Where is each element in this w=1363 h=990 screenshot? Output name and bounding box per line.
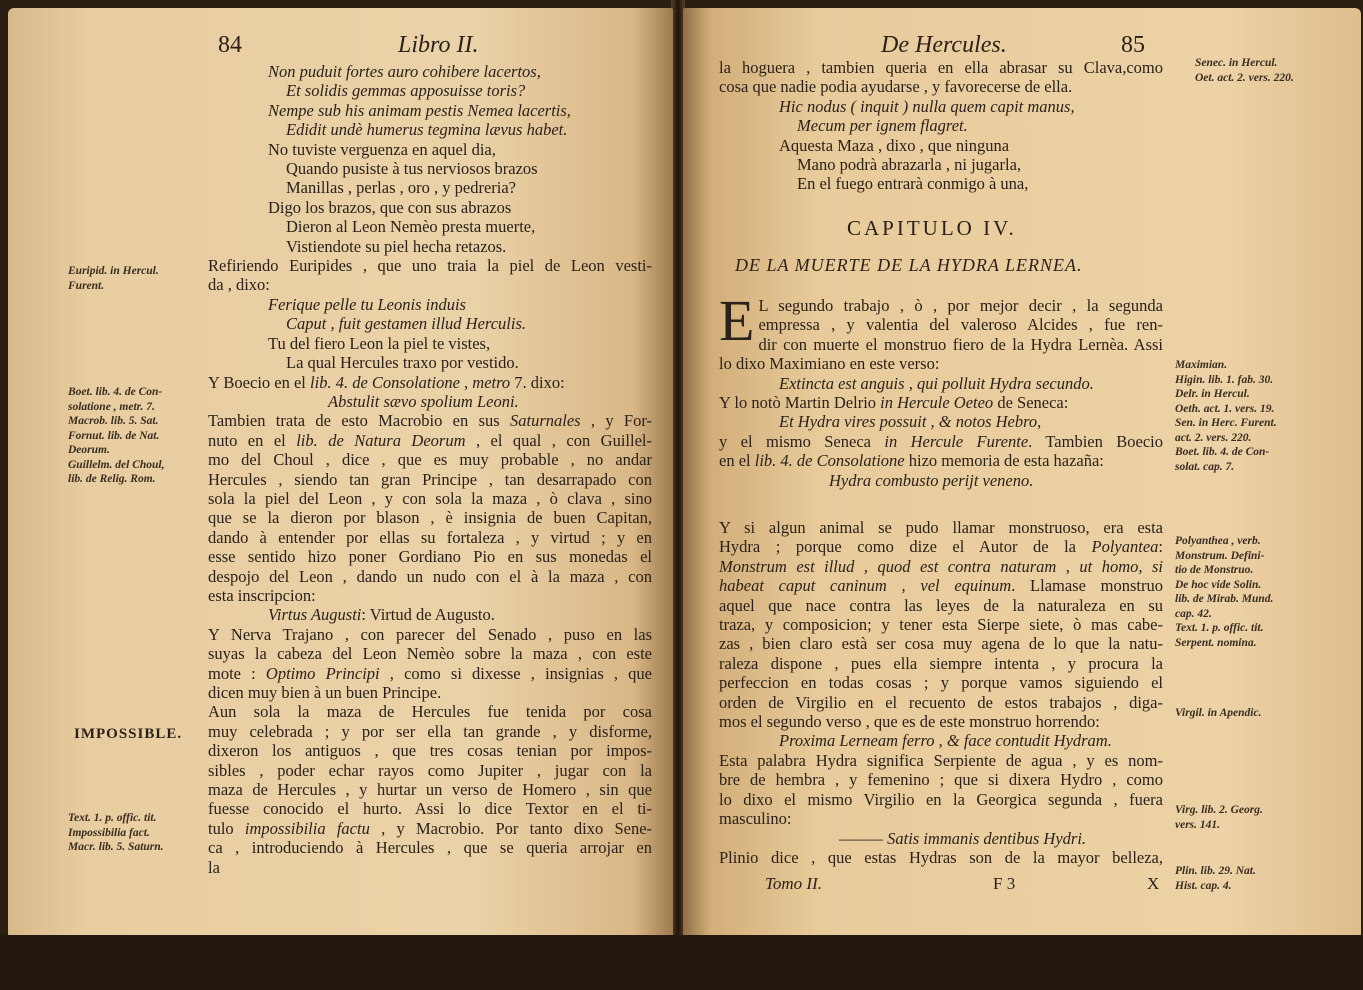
text-line: Y Nerva Trajano , con parecer del Senado , puso en las — [208, 624, 652, 644]
text-line: aquel que nace contra las leyes de la naturaleza en su — [719, 595, 1163, 615]
text-line: tulo impossibilia factu , y Macrobio. Por tanto dixo Sene- — [208, 818, 653, 838]
note-line: cap. 42. — [1175, 607, 1212, 620]
text-line: Aquesta Maza , dixo , que ninguna — [779, 135, 1010, 155]
note-line: Virg. lib. 2. Georg. — [1175, 804, 1263, 816]
signature-mark: F 3 — [993, 874, 1016, 893]
right-body-text — [719, 58, 1163, 194]
margin-note — [68, 811, 204, 855]
text-line: la hoguera , tambien queria en ella abrasar su Clava,como — [719, 58, 1163, 77]
margin-note — [1175, 706, 1345, 721]
note-line: Senec. in Hercul. — [1195, 57, 1278, 69]
text-line: Digo los brazos, que con sus abrazos — [268, 197, 512, 217]
margin-keyword: IMPOSSIBLE. — [74, 726, 183, 742]
text-line: Hic nodus ( inquit ) nulla quem capit manus, — [779, 96, 1075, 116]
margin-note — [68, 264, 204, 293]
note-line: Macrob. lib. 5. Sat. — [68, 415, 159, 427]
note-line: Boet. lib. 4. de Con- — [68, 386, 163, 398]
text-line: No tuviste verguenza en aquel dia, — [268, 139, 496, 159]
text-line: Quando pusiste à tus nerviosos brazos — [286, 159, 538, 179]
text-line: da , dixo: — [208, 275, 270, 295]
text-line: Plinio dice , que estas Hydras son de la mayor belleza, — [719, 847, 1163, 867]
note-line: lib. de Relig. Rom. — [68, 473, 156, 485]
text-line: despojo del Leon , dando un nudo con el à la maza , con — [208, 566, 652, 586]
text-line: Hydra ; porque como dize el Autor de la Polyantea: — [719, 537, 1163, 557]
text-line: Vistiendote su piel hecha retazos. — [286, 236, 507, 256]
note-line: tio de Monstruo. — [1175, 564, 1254, 576]
text-line: bre de hembra , y femenino ; que si dixera Hydro , como — [719, 770, 1163, 790]
text-line: esse sentido hizo poner Gordiano Pio en sus monedas el — [208, 547, 652, 567]
text-line: dicen muy bien à un buen Principe. — [208, 683, 442, 702]
note-line: Euripid. in Hercul. — [68, 265, 159, 277]
note-line: Macr. lib. 5. Saturn. — [68, 841, 164, 853]
margin-note — [1175, 358, 1345, 474]
left-page — [8, 8, 673, 943]
text-line: cosa que nadie podia ayudarse , y favorecerse de ella. — [719, 77, 1073, 97]
text-line: Proxima Lerneam ferro , & face contudit Hydram. — [779, 731, 1112, 751]
note-line: Guillelm. del Choul, — [68, 458, 165, 471]
margin-note — [1195, 56, 1345, 85]
text-line: Y Boecio en el lib. 4. de Consolatione , metro 7. dixo: — [208, 372, 565, 392]
right-page — [683, 8, 1361, 943]
text-line: Nempe sub his animam pestis Nemea lacertis, — [268, 100, 571, 120]
text-line: nuto en el lib. de Natura Deorum , el qual , con Guillel- — [208, 430, 652, 450]
text-line: sibles , poder echar rayos como Jupiter , jugar con la — [208, 760, 652, 780]
text-line: dixeron los antiguos , que tres cosas tenian por impos- — [208, 741, 652, 761]
text-line: lo dixo el mismo Virgilio en la Georgica segunda , fuera — [719, 789, 1163, 809]
note-line: Plin. lib. 29. Nat. — [1175, 865, 1256, 877]
note-line: Maximian. — [1175, 359, 1228, 371]
note-line: Monstrum. Defini- — [1175, 549, 1265, 562]
chapter-paragraph-2 — [719, 518, 1163, 867]
text-line: mos el segundo verso , que es de este monstruo horrendo: — [719, 712, 1100, 732]
text-line: Mecum per ignem flagret. — [797, 116, 968, 136]
note-line: act. 2. vers. 220. — [1175, 431, 1252, 444]
note-line: lib. de Mirab. Mund. — [1175, 593, 1274, 605]
running-head: De Hercules. — [881, 32, 1007, 58]
note-line: Fornut. lib. de Nat. — [68, 429, 160, 442]
text-line: Tu del fiero Leon la piel te vistes, — [268, 333, 491, 353]
note-line: Oeth. act. 1. vers. 19. — [1175, 402, 1275, 415]
left-body-text — [208, 62, 652, 877]
text-line: Manillas , perlas , oro , y pedreria? — [286, 178, 517, 198]
chapter-subtitle: DE LA MUERTE DE LA HYDRA LERNEA. — [735, 255, 1083, 275]
text-line: traza, y composicion; y tener esta Sierpe siete, ò mas cabe- — [719, 615, 1163, 635]
note-line: solat. cap. 7. — [1175, 460, 1235, 473]
text-line: dando à entender por ellas su fortaleza , y virtud ; y en — [208, 527, 652, 547]
text-line: Ferique pelle tu Leonis induis — [268, 294, 466, 314]
text-line: empressa , y valentia del valeroso Alcides , fue ren- — [758, 315, 1163, 335]
text-line: Hydra combusto perijt veneno. — [829, 470, 1034, 490]
chapter-title: CAPITULO IV. — [847, 216, 1017, 240]
note-line: Virgil. in Apendic. — [1175, 707, 1262, 719]
text-line: Aun sola la maza de Hercules fue tenida por cosa — [208, 702, 652, 722]
margin-note — [1175, 864, 1345, 893]
text-line: Et Hydra vires possuit , & notos Hebro, — [779, 412, 1042, 432]
note-line: Hist. cap. 4. — [1175, 879, 1232, 892]
text-line: zas , bien claro està ser cosa muy agena de lo que la natu- — [719, 634, 1163, 654]
text-line: mo del Choul , dice , que es muy probable , no andar — [208, 450, 652, 470]
text-line: orden de Virgilio en el recuento de estos trabajos , diga- — [719, 692, 1163, 712]
text-line: Non puduit fortes auro cohibere lacertos, — [268, 62, 541, 81]
note-line: Delr. in Hercul. — [1175, 388, 1250, 400]
margin-note — [1175, 803, 1345, 832]
text-line: la — [208, 857, 220, 877]
text-line: dir con muerte el monstruo fiero de la Hydra Lernèa. Assi — [758, 334, 1163, 354]
text-line: Dieron al Leon Nemèo presta muerte, — [286, 217, 536, 237]
text-line: Y lo notò Martin Delrio in Hercule Oeteo de Seneca: — [719, 393, 1069, 413]
text-line: sola la piel del Leon , y con sola la maza , ò clava , sino — [208, 488, 652, 508]
note-line: Furent. — [68, 279, 105, 292]
text-line: habeat caput caninum , vel equinum. Llamase monstruo — [719, 576, 1163, 596]
text-line: ——— Satis immanis dentibus Hydri. — [839, 828, 1087, 848]
text-line: Monstrum est illud , quod est contra naturam , ut homo, si — [719, 556, 1163, 576]
margin-note — [68, 385, 204, 487]
text-line: Abstulit sævo spolium Leoni. — [328, 391, 519, 411]
volume-label: Tomo II. — [765, 874, 822, 893]
text-line: Caput , fuit gestamen illud Herculis. — [286, 314, 526, 334]
text-line: En el fuego entrarà conmigo à una, — [797, 174, 1029, 194]
text-line: Edidit undè humerus tegmina lævus habet. — [286, 120, 568, 140]
note-line: Sen. in Herc. Furent. — [1175, 417, 1277, 429]
note-line: Serpent. nomina. — [1175, 636, 1257, 649]
note-line: Polyanthea , verb. — [1175, 535, 1261, 547]
text-line: perfeccion en todas cosas ; y porque vamos siguiendo el — [719, 673, 1163, 693]
text-line: Mano podrà abrazarla , ni jugarla, — [797, 155, 1022, 175]
note-line: Deorum. — [68, 444, 110, 456]
note-line: Boet. lib. 4. de Con- — [1175, 446, 1270, 458]
text-line: y el mismo Seneca in Hercule Furente. Tambien Boecio — [719, 431, 1163, 451]
note-line: De hoc vide Solin. — [1175, 578, 1262, 591]
note-line: Text. 1. p. offic. tit. — [1175, 622, 1264, 634]
chapter-paragraph — [719, 288, 1163, 490]
text-line: Extincta est anguis , qui polluit Hydra secundo. — [779, 373, 1094, 393]
note-line: vers. 141. — [1175, 818, 1221, 831]
text-line: Y si algun animal se pudo llamar monstruoso, era esta — [719, 518, 1163, 537]
catchword-mark: X — [1147, 874, 1160, 893]
drop-cap: E — [719, 288, 755, 353]
note-line: Oet. act. 2. vers. 220. — [1195, 71, 1294, 84]
table-surface — [0, 935, 1363, 990]
text-line: lo dixo Maximiano en este verso: — [719, 354, 940, 374]
note-line: Higin. lib. 1. fab. 30. — [1175, 373, 1274, 386]
note-line: Impossibilia fact. — [68, 826, 150, 839]
running-head: Libro II. — [398, 32, 479, 58]
margin-note — [1175, 534, 1345, 650]
text-line: Virtus Augusti: Virtud de Augusto. — [268, 605, 495, 625]
note-line: Text. 1. p. offic. tit. — [68, 812, 157, 824]
text-line: Esta palabra Hydra significa Serpiente de agua , y es nom- — [719, 750, 1163, 770]
text-line: La qual Hercules traxo por vestido. — [286, 353, 519, 373]
text-line: esta inscripcion: — [208, 585, 316, 605]
text-line: en el lib. 4. de Consolatione hizo memoria de esta hazaña: — [719, 451, 1104, 471]
text-line: fuesse conocido el hurto. Assi lo dice Textor en el ti- — [208, 799, 652, 819]
text-line: suyas la cabeza del Leon Nemèo sobre la maza , con este — [208, 644, 652, 664]
page-number: 85 — [1121, 32, 1145, 58]
text-line: maza de Hercules , y hurtar un verso de Homero , sin que — [208, 780, 652, 800]
page-number: 84 — [218, 32, 242, 58]
text-line: mote : Optimo Principi , como si dixesse , insignias , que — [208, 663, 653, 683]
note-line: solatione , metr. 7. — [68, 400, 155, 413]
text-line: masculino: — [719, 809, 792, 829]
text-line: ca , introduciendo à Hercules , que se queria arrojar en — [208, 838, 652, 858]
text-line: Hercules , siendo tan gran Principe , tan desarrapado con — [208, 469, 652, 489]
text-line: Et solidis gemmas apposuisse toris? — [286, 81, 526, 101]
text-line: Refiriendo Euripides , que uno traia la piel de Leon vesti- — [208, 256, 652, 276]
text-line: Tambien trata de esto Macrobio en sus Saturnales , y For- — [208, 411, 652, 431]
text-line: raleza dispone , pues ella siempre intenta , y procura la — [719, 653, 1163, 673]
text-line: que se la dieron por blason , è insignia de buen Capitan, — [208, 508, 652, 528]
text-line: muy celebrada ; y por ser ella tan grande , y disforme, — [208, 721, 652, 741]
text-line: L segundo trabajo , ò , por mejor decir , la segunda — [758, 296, 1163, 315]
